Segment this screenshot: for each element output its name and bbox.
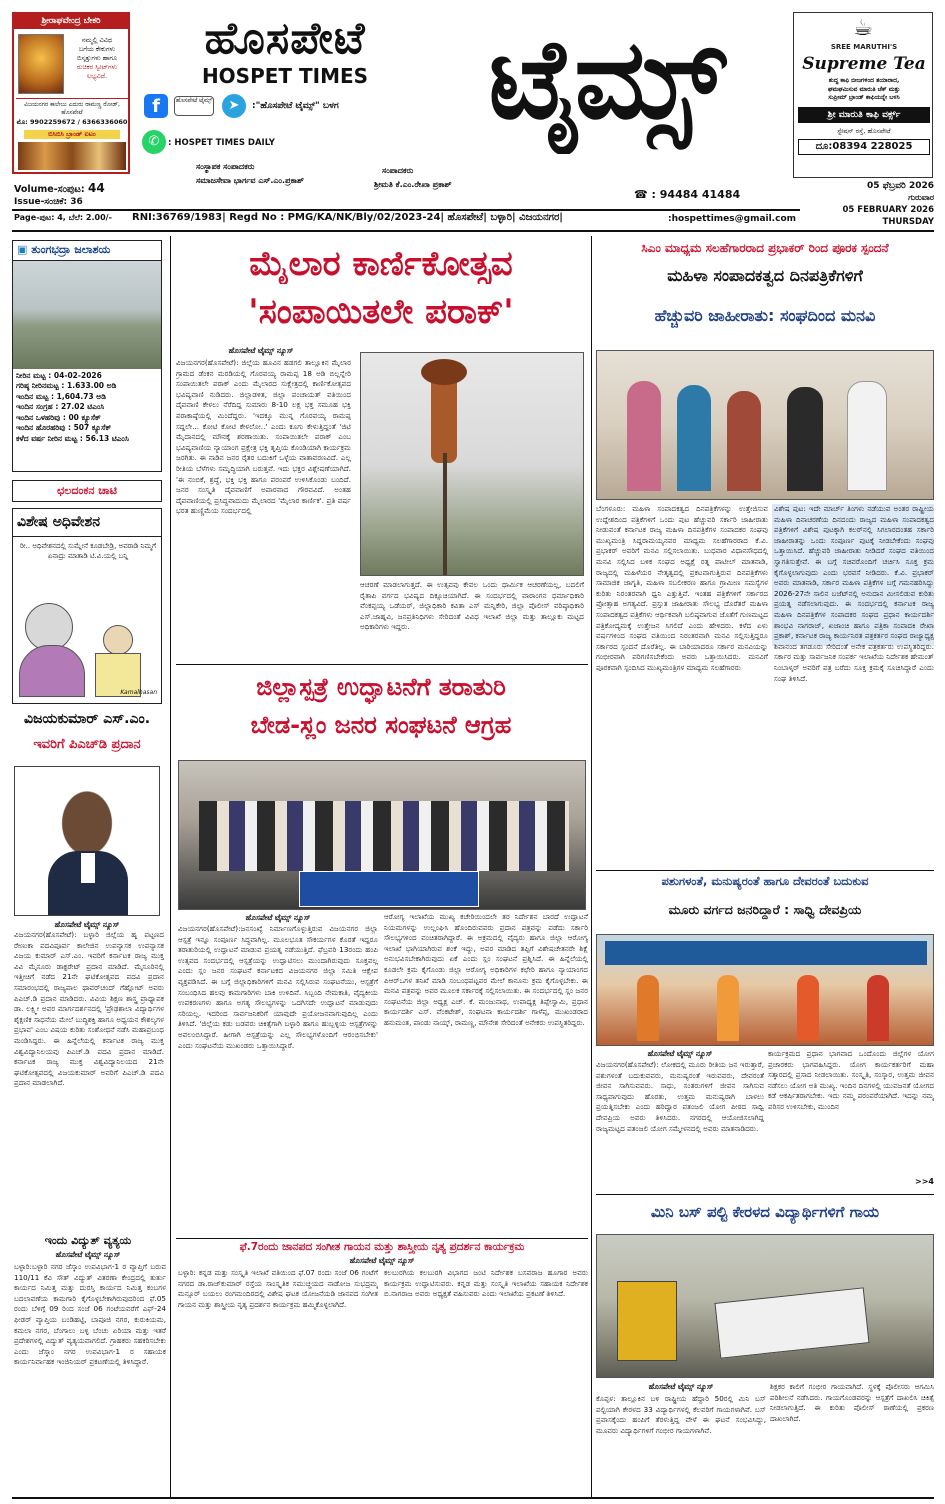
tea-phone: ದೂ:08394 228025 bbox=[798, 139, 930, 155]
issue bbox=[14, 196, 174, 208]
founder-name: ಸಮಾಜಸೇವಾ ಭಾರ್ಗವ ಎಸ್.ಎಂ.ಪ್ರಕಾಶ್ bbox=[196, 176, 304, 185]
title-kn: ಹೊಸಪೇಟೆ bbox=[204, 14, 366, 64]
mylara-body-2: ಆಚರಣೆ ಮಾಡಲಾಗುತ್ತದೆ. ಈ ಉತ್ಸವವು ಕೇವಲ ಒಂದು ಧಾರ್ಮಿಕ ಆಚರಣೆಯಲ್ಲ, ಬದಲಿಗೆ ರೈತಾಪಿ ವರ್ಗದ ಭವಿಷ್ಯದ ದಿಕ್ಸೂಚಿಯಾಗಿದೆ. ಈ ಸಂದರ್ಭದಲ್ಲಿ ವಾರಾಂಗನ ಧರ್ಮಾಧಿಕಾರಿ ವೆಂಕಪ್ಪಯ್ಯ ಒಡೆಯರ್, ಜಿಲ್ಲಾಧಿಕಾರಿ ಕವಿತಾ ಎಸ್ ಮನ್ನಿಕೇರಿ, ಜಿಲ್ಲಾ ಪೊಲೀಸ್ ವರಿಷ್ಠಾಧಿಕಾರಿ ಎಸ್.ಜಾಹ್ನವಿ, ಜನಪ್ರತಿನಿಧಿಗಳು ಸೇರಿದಂತೆ ವಿವಿಧ ಇಲಾಖೆ ಜಿಲ್ಲಾ ಮತ್ತು ತಾಲ್ಲೂಕು ಮಟ್ಟದ ಅಧಿಕಾರಿಗಳು ಇದ್ದರು. bbox=[360, 580, 584, 632]
tea-cup-icon: ☕ bbox=[853, 16, 873, 41]
deity-photo bbox=[18, 34, 64, 94]
issue-label: Issue-ಸಂಚಿಕೆ: bbox=[14, 197, 68, 207]
dam-row: ನೀರಿನ ಮಟ್ಟ : 04-02-2026 bbox=[16, 370, 102, 380]
tea-brand: SREE MARUTHI'S bbox=[830, 43, 898, 51]
dam-row: ಗರಿಷ್ಠ ನೀರಿನಮಟ್ಟ : 1.633.00 ಅಡಿ bbox=[16, 381, 117, 391]
dam-key: ಕಳೆದ ವರ್ಷ ನೀರಿನ ಮಟ್ಟ bbox=[16, 433, 78, 443]
mid-rule-1 bbox=[176, 664, 588, 665]
hospital-title-2: ಬೇಡ-ಸ್ಲಂ ಜನರ ಸಂಘಟನೆ ಆಗ್ರಹ bbox=[250, 711, 512, 739]
volume-value: 44 bbox=[87, 181, 105, 195]
music-byline: ಹೊಸಪೇಟೆ ಟೈಮ್ಸ್ ನ್ಯೂಸ್ bbox=[349, 1256, 415, 1265]
dam-table bbox=[13, 369, 161, 447]
volume bbox=[14, 180, 174, 197]
devapriya-more[interactable]: >>4 bbox=[915, 1177, 934, 1186]
issue-value: 36 bbox=[70, 197, 83, 207]
tea-line: ಶುದ್ಧ ಕಾಫಿ ಬೀಜಗಳಿಂದ ತಯಾರಾದ, bbox=[828, 77, 900, 84]
dam-value: 507 ಕ್ಯೂಸೆಕ್ bbox=[73, 423, 112, 433]
registration: RNI:36769/1983| Regd No : PMG/KA/NK/Bly/02/2023-24| ಹೊಸಪೇಟೆ| ಬಳ್ಳಾರಿ| ವಿಜಯನಗರ| bbox=[132, 212, 563, 223]
bakery-ad-lines bbox=[66, 36, 128, 81]
dam-row: ಇಂದಿನ ಮಟ್ಟ : 1,604.73 ಅಡಿ bbox=[16, 391, 106, 401]
mahila-body-2: ವಿಶೇಷ ಪುಟ: ಇದೇ ಮಾರ್ಚ್ ತಿಂಗಳು ನಡೆಯುವ ಅಂತರ ರಾಷ್ಟ್ರೀಯ ಮಹಿಳಾ ದಿನಾಚರಣೆಯ ದಿನದಂದು ರಾಜ್ಯದ ಮಹಿಳಾ ಸಂಪಾದಕತ್ವದ ಪತ್ರಿಕೆಗಳಿಗೆ ವಿಶೇಷ ಪುಟಕ್ಕಾಗಿ ಕಲರ್‌ನಲ್ಲಿ ಸಿಗಲಾರದಂತಹ ಸರ್ಕಾರಿ ಜಾಹೀರಾತನ್ನು ಒಂದು ಸಂಪೂರ್ಣ ಪುಟಕ್ಕೆ ನೀಡಬೇಕೆಂದು ಸಂಘವು ಒತ್ತಾಯಿಸಿದೆ. ಹೆಚ್ಚುವರಿ ಜಾಹೀರಾತು ನೀಡಿದರೆ ಸಂಘದ ವತಿಯಿಂದ ಸ್ವಾಗತಿಸುತ್ತೇವೆ. ಈ ಬಗ್ಗೆ ಸಚಿವರೊಂದಿಗೆ ಚರ್ಚಿಸಿ ಸೂಕ್ತ ಕ್ರಮ ಕೈಗೊಳ್ಳಲಾಗುವುದು ಎಂದು ಭರವಸೆ ನೀಡಿದರು. ಕೆ.ವಿ. ಪ್ರಭಾಕರ್ ಅವರು ಮಾತನಾಡಿ, ಸರ್ಕಾರ ಮಹಿಳಾ ಪತ್ರಿಕೆಗಳ ಬಗ್ಗೆ ಗಮನಹರಿಸಿದ್ದು 2026-27ನೇ ಸಾಲಿನ ಬಜೆಟ್‌ನಲ್ಲಿ ಅನುದಾನ ಮೀಸಲಿಡುವ ಕುರಿತು ಪ್ರಯತ್ನ ನಡೆಸಲಾಗುವುದು. ಈ ಸಂದರ್ಭದಲ್ಲಿ ಕರ್ನಾಟಕ ರಾಜ್ಯ ಮಹಿಳಾ ದಿನಪತ್ರಿಕೆಗಳ ಸಂಪಾದಕರ ಸಂಘದ ಪ್ರಧಾನ ಕಾರ್ಯದರ್ಶಿ ಶಾಂಭವಿ ನಾಗರಾಜ್, ಖಜಾಂಚಿ ಹಾಗೂ ಪತ್ರಿಕಾ ಸಂಪಾದಕಿ ರೇಖಾ ಪ್ರಕಾಶ್, ಕರ್ನಾಟಕ ರಾಜ್ಯ ಕಾರ್ಯನಿರತ ಪತ್ರಕರ್ತರ ಸಂಘದ ರಾಜ್ಯಾಧ್ಯಕ್ಷ ಶಿವಾನಂದ ತಗಡೂರು ಸೇರಿದಂತೆ ಅನೇಕ ಪತ್ರಕರ್ತರು ಉಪಸ್ಥಿತರಿದ್ದರು. ಸರ್ಕಾರ ಮತ್ತು ಸಾರ್ವಜನಿಕ ಸಂಪರ್ಕ ಇಲಾಖೆಯ ನಿರ್ದೇಶಕ ಹೇಮಂತ್ ನಿಂಬಾಳ್ಕರ್ ಅವರಿಗೆ ಪತ್ರ ಬರೆದು ಸೂಕ್ತ ಕ್ರಮಕ್ಕೆ ಸೂಚಿಸಿದ್ದಾರೆ ಎಂದು ಸಂಘ ತಿಳಿಸಿದೆ. bbox=[774, 504, 934, 683]
music-body-2: ಕಲಬುರಗಿಯ ಕಲಬುರಗಿ ವಿಭಾಗದ ಜಂಟಿ ನಿರ್ದೇಶಕ ಬಸವರಾಜ ಹೂಗಾರ ಅವರು ಕಾರ್ಯಕ್ರಮ ಉದ್ಘಾಟಿಸುವರು. ಕನ್ನಡ ಮತ್ತು ಸಂಸ್ಕೃತಿ ಇಲಾಖೆಯ ಸಹಾಯಕ ನಿರ್ದೇಶಕ ಬಿ.ನಾಗರಾಜ ಅವರು ಅಧ್ಯಕ್ಷತೆ ವಹಿಸುವರು ಎಂದು ಇಲಾಖೆಯ ಪ್ರಕಟಣೆ ತಿಳಿಸಿದೆ. bbox=[384, 1268, 588, 1299]
ad-line: ರುಚಿಕರ ಸ್ವೀಟ್‌ಗಳು ಲಭ್ಯವಿದೆ. bbox=[76, 63, 118, 80]
minibus-byline: ಹೊಸಪೇಟೆ ಟೈಮ್ಸ್ ನ್ಯೂಸ್ bbox=[648, 1382, 714, 1391]
mahila-body-1: ಬೆಂಗಳೂರು: ಮಹಿಳಾ ಸಂಪಾದಕತ್ವದ ದಿನಪತ್ರಿಕೆಗಳನ್ನು ಉತ್ತೇಜಿಸುವ ಉದ್ದೇಶದಿಂದ ಪತ್ರಿಕೆಗಳಿಗೆ ಒಂದು ಪುಟ ಹೆಚ್ಚುವರಿ ಸರ್ಕಾರಿ ಜಾಹೀರಾತು ನೀಡುವಂತೆ ಕರ್ನಾಟಕ ರಾಜ್ಯ ಮಹಿಳಾ ದಿನಪತ್ರಿಕೆಗಳ ಸಂಪಾದಕರ ಸಂಘವು ಮುಖ್ಯಮಂತ್ರಿ ಸಿದ್ದರಾಮಯ್ಯನವರ ಮಾಧ್ಯಮ ಸಲಹೆಗಾರರಾದ ಕೆ.ವಿ. ಪ್ರಭಾಕರ್ ಅವರಿಗೆ ಮನವಿ ಸಲ್ಲಿಸಲಾಯಿತು. ಬುಧವಾರ ವಿಧಾನಸೌಧದಲ್ಲಿ ಮನವಿ ಸಲ್ಲಿಸಿದ ಬಳಿಕ ಸಂಘದ ಅಧ್ಯಕ್ಷೆ ರತ್ನ ಪಾಟೀಲ್ ಮಾತನಾಡಿ, ರಾಜ್ಯದಲ್ಲಿ ಮಹಿಳೆಯರ ನೇತೃತ್ವದಲ್ಲಿ ಪ್ರಕಟವಾಗುತ್ತಿರುವ ದಿನಪತ್ರಿಕೆಗಳು ಸಾಮಾಜಿಕ ಜಾಗೃತಿ, ಮಹಿಳಾ ಸಬಲೀಕರಣ ಹಾಗೂ ಗ್ರಾಮೀಣ ಸಮಸ್ಯೆಗಳ ಕುರಿತು ನಿರಂತರವಾಗಿ ಧ್ವನಿ ಎತ್ತುತ್ತಿವೆ. ಇಂತಹ ಪತ್ರಿಕೆಗಳಿಗೆ ಸರ್ಕಾರದ ಪ್ರೋತ್ಸಾಹ ಅಗತ್ಯವಿದೆ. ಪ್ರಸ್ತುತ ಜಾಹೀರಾತು ಸೌಲಭ್ಯ ದೊರೆತರೆ ಮಹಿಳಾ ಸಂಪಾದಕತ್ವದ ಪತ್ರಿಕೆಗಳು ಆರ್ಥಿಕವಾಗಿ ಬಲಿಷ್ಠವಾಗುವ ಜೊತೆಗೆ ಗುಣಮಟ್ಟದ ಪತ್ರಿಕೋದ್ಯಮಕ್ಕೆ ಉತ್ತೇಜನ ಸಿಗಲಿದೆ ಎಂದು ಹೇಳಿದರು. ಕಳೆದ ಏಳು ವರ್ಷಗಳಿಂದ ಸಂಘದ ವತಿಯಿಂದ ನಿರಂತರವಾಗಿ ಮನವಿ ಸಲ್ಲಿಸುತ್ತಿದ್ದರೂ ಸರ್ಕಾರದ ಸ್ಪಂದನೆ ದೊರೆತಿಲ್ಲ. ಈ ಬಾರಿಯಾದರೂ ಸರ್ಕಾರ ಮನವಿಯನ್ನು ಗಂಭೀರವಾಗಿ ಪರಿಗಣಿಸಬೇಕೆಂದು ಅವರು ಒತ್ತಾಯಿಸಿದರು. ಮನವಿಗೆ ಪೂರಕವಾಗಿ ಸ್ಪಂದಿಸಿದ ಮುಖ್ಯಮಂತ್ರಿಗಳ ಮಾಧ್ಯಮ ಸಲಹೆಗಾರರು bbox=[596, 504, 768, 672]
dam-key: ಗರಿಷ್ಠ ನೀರಿನಮಟ್ಟ bbox=[16, 381, 59, 391]
tea-line: ಸುಪ್ರೀಮ್ ಬ್ರಾಂಡ್ ಕಾಫಿಯನ್ನೇ ಬಳಸಿ bbox=[828, 94, 900, 101]
dam-row: ಇಂದಿನ ಹೊರಹರಿವು : 507 ಕ್ಯೂಸೆಕ್ bbox=[16, 423, 112, 433]
music-body-1: ಬಳ್ಳಾರಿ: ಕನ್ನಡ ಮತ್ತು ಸಂಸ್ಕೃತಿ ಇಲಾಖೆ ವತಿಯಿಂದ ಫೆ.07 ರಂದು ಸಂಜೆ 06 ಗಂಟೆಗೆ ನಗರದ ಡಾ.ರಾಜ್‌ಕುಮಾರ್ ರಸ್ತೆಯ ಸಾಂಸ್ಕೃತಿಕ ಸಮುಚ್ಚಯದ ನಾಡೋಜ ಸುಭದ್ರಮ್ಮ ಮನ್ಸೂರ್ ಬಯಲು ರಂಗಮಂದಿರದಲ್ಲಿ ವಿಶೇಷ ಘಟಕ ಯೋಜನೆಯಡಿ ಜಾನಪದ ಸಂಗೀತ ಗಾಯನ ಮತ್ತು ಶಾಸ್ತ್ರೀಯ ನೃತ್ಯ ಪ್ರದರ್ಶನ ಕಾರ್ಯಕ್ರಮ ಹಮ್ಮಿಕೊಳ್ಳಲಾಗಿದೆ. bbox=[178, 1268, 378, 1309]
editor-name: ಶ್ರೀಮತಿ ಕೆ.ಎಂ.ರೇಖಾ ಪ್ರಕಾಶ್ bbox=[374, 180, 452, 189]
cake-photo bbox=[18, 142, 126, 170]
mid-rule-2 bbox=[176, 1238, 588, 1239]
volume-label: Volume-ಸಂಪುಟ: bbox=[14, 184, 85, 195]
day-en: THURSDAY bbox=[882, 217, 934, 227]
ad-line: ಬಿಸ್ಕತ್ತುಗಳು ಹಾಗೂ bbox=[76, 54, 118, 62]
dam-value: 27.02 ಟಿಎಂಸಿ bbox=[60, 402, 105, 412]
tea-ad bbox=[793, 12, 933, 178]
mahila-photo bbox=[596, 350, 934, 500]
devapriya-body-2: ಕಾರ್ಯಕ್ರಮದ ಪ್ರಧಾನ ಭಾಗವಾದ ಒಂದೊಂದು ಜಿಲ್ಲೆಗಳ ಯೋಗ ಪ್ರಚಾರಕರು ಭಾಗವಹಿಸಿದ್ದರು. ಯೋಗ ಕಾರ್ಯಕರ್ತರಿಗೆ ಮಹಾ ಸತ್ಕಾರದಲ್ಲಿ ಪ್ರಸಾದ ನೀಡಲಾಯಿತು. ಸಂಸ್ಕೃತಿ, ಸಂಸ್ಕಾರ, ಉತ್ತಮ ಜೀವನ ನಡೆಸಲು ಯೋಗ ಅತಿ ಮುಖ್ಯ. ಇಂದಿನ ದಿನಗಳಲ್ಲಿ ಯುವಜನತೆ ಯೋಗದ ಕಡೆ ಆಕರ್ಷಿತರಾಗಬೇಕು. ಇದು ನಮ್ಮ ಪರಂಪರೆಯಾಗಿದೆ. ಇದನ್ನು ನಮ್ಮ ಪರಿಸರ ಉಳಿಸಬೇಕು, ಮುಂದಿನ bbox=[768, 1049, 934, 1111]
phd-byline: ಹೊಸಪೇಟೆ ಟೈಮ್ಸ್ ನ್ಯೂಸ್ bbox=[54, 920, 120, 929]
mahila-title-1: ಮಹಿಳಾ ಸಂಪಾದಕತ್ವದ ದಿನಪತ್ರಿಕೆಗಳಿಗೆ bbox=[667, 266, 863, 285]
facebook-icon[interactable]: f bbox=[144, 94, 168, 118]
email: :hospettimes@gmail.com bbox=[668, 214, 796, 224]
info-rule bbox=[12, 230, 934, 232]
minibus-photo bbox=[596, 1234, 934, 1378]
phd-title-1: ವಿಜಯಕುಮಾರ್ ಎಸ್.ಎಂ. bbox=[23, 711, 151, 727]
mylara-title-2: 'ಸಂಪಾಯಿತಲೇ ಪರಾಕ್' bbox=[248, 292, 514, 332]
date-en: 05 FEBRUARY 2026 bbox=[842, 205, 934, 215]
cartoon-title: ಛಲದಂಕನ ಚಾಟಿ bbox=[12, 480, 162, 502]
hospital-photo bbox=[178, 760, 586, 910]
power-body: ಬಳ್ಳಾರಿ:ಬಳ್ಳಾರಿ ನಗರ ಜೆಸ್ಕಾಂ ಉಪವಿಭಾಗ-1 ರ ವ್ಯಾಪ್ತಿಗೆ ಬರುವ 110/11 ಕೆವಿ ಸೌತ್ ವಿದ್ಯುತ್ ವಿತರಣಾ ಕೇಂದ್ರದಲ್ಲಿ ತುರ್ತು ಕಾರ್ಯದ ನಿಮಿತ್ತ ಮತ್ತು ದುರಸ್ತಿ ಕಾರ್ಯದ ನಿಮಿತ್ತ ಕಂಬಗಳ ಬದಲಾವಣೆಯ ಕಾಮಗಾರಿ ಕೈಗೊಳ್ಳಬೇಕಾಗಿರುವುದರಿಂದ ಫೆ.05 ರಂದು ಬೆಳಿಗ್ಗೆ 09 ರಿಂದ ಸಂಜೆ 06 ಗಂಟೆಯವರೆಗೆ ಎಫ್-24 ಫೀಡರ್ ವ್ಯಾಪ್ತಿಯ ಬಂಡಿಹಟ್ಟಿ, ಬಾಪೂಜಿ ನಗರ, ಕುರುಕಿಯಮ, ಕಮಲಾ ನಗರ, ಬೆಂಗಾಲು ಬಳ್ಳಿ ಬೆಂಚು ಏರಿಯಾ ಮತ್ತು ಇತರೆ ಪ್ರದೇಶಗಳಲ್ಲಿ ವಿದ್ಯುತ್ ವ್ಯತ್ಯಯವಾಗಲಿದೆ. ಗ್ರಾಹಕರು ಸಹಕರಿಸಬೇಕು ಎಂದು ಜೆಸ್ಕಾಂ ನಗರ ಉಪವಿಭಾಗ-1 ರ ಸಹಾಯಕ ಕಾರ್ಯನಿರ್ವಾಹಕ ಇಂಜಿನಿಯರ್ ಪ್ರಕಟಣೆಯಲ್ಲಿ ತಿಳಿಸಿದ್ದಾರೆ. bbox=[14, 1262, 166, 1367]
mahila-title-2: ಹೆಚ್ಚುವರಿ ಜಾಹೀರಾತು: ಸಂಘದಿಂದ ಮನವಿ bbox=[654, 306, 876, 325]
dam-value: 00 ಕ್ಯೂಸೆಕ್ bbox=[68, 412, 101, 422]
mahila-kicker: ಸಿಎಂ ಮಾಧ್ಯಮ ಸಲಹೆಗಾರರಾದ ಪ್ರಭಾಕರ್ ರಿಂದ ಪೂರಕ ಸ್ಪಂದನೆ bbox=[641, 241, 889, 255]
social-label: ಹೊಸಪೇಟೆ ಟೈಮ್ಸ್ bbox=[174, 96, 214, 116]
dam-row: ಕಳೆದ ವರ್ಷ ನೀರಿನ ಮಟ್ಟ : 56.13 ಟಿಎಂಸಿ bbox=[16, 433, 129, 443]
dam-row: ಇಂದಿನ ಒಳಹರಿವು : 00 ಕ್ಯೂಸೆಕ್ bbox=[16, 412, 101, 422]
bottom-rule bbox=[12, 1497, 934, 1499]
founder-label: ಸಂಸ್ಥಾಪಕ ಸಂಪಾದಕರು bbox=[196, 162, 255, 171]
day-kn: ಗುರುವಾರ bbox=[908, 193, 934, 202]
devapriya-body-1: ವಿಜಯನಗರ(ಹೊಸಪೇಟೆ): ಲೋಕದಲ್ಲಿ ಮೂರು ರೀತಿಯ ಜನ ಇರುತ್ತಾರೆ, ಪಶುಗಳಂತೆ ಬದುಕುವವರು, ಮನುಷ್ಯರಂತೆ ಇರುವವರು, ದೇವರಂತೆ ಜೀವನ ಸಾಗಿಸುವವರು. ಸಾಧು, ಸಂತರುಗಳಿಗೆ ಜೀವನ ಸಾಗಿಸುವ ಸಾಧ್ಯವಾಗುವುದು ಹೊರತು, ಉತ್ತಮ ಮನುಷ್ಯರಾಗಿ ಬಾಳಲು ಪ್ರಯತ್ನಿಸಬೇಕು ಎಂದು ಹರಿದ್ವಾರ ಪತಂಜಲಿ ಯೋಗ ಪೀಠದ ಸಾಧ್ವಿ ದೇವಪ್ರಿಯ ಅವರು ತಿಳಿಸಿದರು. ನಗರದಲ್ಲಿ ಆಯೋಜಿಸಲಾಗಿದ್ದ ರಾಜ್ಯಮಟ್ಟದ ಪತಂಜಲಿ ಯೋಗ ಸಮ್ಮೇಳನದಲ್ಲಿ ಅವರು ಮಾತನಾಡಿದರು. bbox=[596, 1060, 764, 1133]
ad-line: ಬಗೆಯ ಕೇಕುಗಳು bbox=[78, 45, 116, 53]
cartoon-text: ರೀ.. ಅಧಿವೇಶನದಲ್ಲಿ ಸುಮ್ನೇನೆ ಕೂಡಬೇಡ್ರಿ, ಅವರಾಡಿ ನಿಮ್ಮಗೆ ಏನಾದ್ರು ಮಾತಾಡಿ ಟಿ.ವಿ.ಯಲ್ಲಿ ಬನ್ನಿ bbox=[19, 542, 157, 560]
dam-key: ಇಂದಿನ ಸಂಗ್ರಹ bbox=[16, 402, 53, 412]
cartoon-box bbox=[12, 508, 162, 704]
devapriya-title-2: ಮೂರು ವರ್ಗದ ಜನರಿದ್ದಾರೆ : ಸಾಧ್ವಿ ದೇವಪ್ರಿಯ bbox=[668, 902, 862, 917]
tea-company: ಶ್ರೀ ಮಾರುತಿ ಕಾಫಿ ವರ್ಕ್ಸ್ bbox=[798, 107, 930, 123]
whatsapp-label: : HOSPET TIMES DAILY bbox=[168, 138, 275, 148]
devapriya-title-1: ಪಶುಗಳಂತೆ, ಮನುಷ್ಯರಂತೆ ಹಾಗೂ ದೇವರಂತೆ ಬದುಕುವ bbox=[661, 874, 869, 888]
music-title: ಫೆ.7ರಂದು ಜಾನಪದ ಸಂಗೀತ ಗಾಯನ ಮತ್ತು ಶಾಸ್ತ್ರೀಯ ನೃತ್ಯ ಪ್ರದರ್ಶನ ಕಾರ್ಯಕ್ರಮ bbox=[239, 1241, 525, 1253]
bakery-ad-phone: ಮೊ: 9902259672 / 6366336060 bbox=[16, 118, 128, 126]
dam-value: 04-02-2026 bbox=[53, 370, 102, 380]
col-divider-2 bbox=[591, 236, 592, 1498]
dam-value: 1.633.00 ಅಡಿ bbox=[67, 381, 117, 391]
mylara-body-1: ವಿಜಯನಗರ(ಹೊಸಪೇಟೆ): ಜಿಲ್ಲೆಯ ಹೂವಿನ ಹಡಗಲಿ ತಾಲ್ಲೂಕಿನ ಮೈಲಾರ ಗ್ರಾಮದ ಡೆಂಕನ ಮರಡಿಯಲ್ಲಿ ಗೊರವಯ್ಯ ರಾಮಪ್ಪ 18 ಅಡಿ ಬಿಲ್ಲನ್ನೇರಿ ಸಂಪಾಯಿತಲೇ ಪರಾಕ್ ಎಂದು ಮೈಲಾರದ ಸುಕ್ಷೇತ್ರದಲ್ಲಿ ಕಾರ್ಣಿಕೋತ್ಸವದ ಭವಿಷ್ಯವಾಣಿ ನುಡಿದರು. ಜಿಲ್ಲಾಡಳಿತ, ಜಿಲ್ಲಾ ಪಂಚಾಯತ್ ವತಿಯಿಂದ ದೈವವಾಣಿ ಕೇಳಲು ನೆರೆದಿದ್ದ ಸುಮಾರು 8-10 ಲಕ್ಷ ಭಕ್ತ ಸಮೂಹ ಭಕ್ತಿ ಪರಾಕಾಷ್ಠೆಯಲ್ಲಿ ಮಿಂದೆದ್ದರು. 'ಇದಕ್ಕೂ ಮುನ್ನ ಗೊರವಯ್ಯ ರಾಮಪ್ಪ ಸದ್ದಲೇ... ಕೋಟಿ ಕೋಟಿ ಕೇಳಲೋ..' ಎಂದು ಕೂಗು ಕೇಳುತ್ತಿದ್ದಂತೆ 'ಜಿಟಿ ಮೈದಾನದಲ್ಲಿ ಮೌನಕ್ಕೆ ಶರಣಾಯಿತು. ಸಂಪಾಯಿತಲೇ ಪರಾಕ್ ಎಂಬ ಭವಿಷ್ಯವಾಣಿಯ ನ್ಯಾಯಾಂಗ ಪ್ರಕ್ಷೇತ್ರ ಭಕ್ತಿ ತೃಪ್ತಿಯ ಕೊಂಡಿಯಾಗಿ ಕಾರ್ಯಕ್ರಮ ಜರಗಿತು. ಈ ನಾಡಿನ ಜನರ ರೈತರ ಬದುಕಿಗೆ ಒಳ್ಳೆಯ ವಾತಾವರಣವಿದೆ. ಎಲ್ಲ ರೀತಿಯ ಬೆಳೆಗಳು ಸಮೃದ್ಧಿಯಾಗಿ ಬರುತ್ತವೆ. ಇದು ಭಕ್ತರ ವಿಶ್ಲೇಷಣೆಯಾಗಿದೆ. 'ಈ ನಂಬಿಕೆ, ಶ್ರದ್ಧೆ, ಭಕ್ತಿ ಭಕ್ತಿ ಹಾಗೂ ಪರಂಪರೆ ಉಳಿಸಿಕೊಂಡು ಬಂದಿದೆ. ಜನರ ಸಂಸ್ಕೃತಿ ದೈವವಾಣಿಗೆ ಅಪಾರವಾದ ಗೌರವವಿದೆ. ಅಂತಹ ದೈವವಾಣಿಯಲ್ಲಿ ಪ್ರಸಿದ್ಧವಾದುದು ಮೈಲಾರದ 'ಮೈಲಾರ ಕಾರ್ಣಿಕ'. ಪ್ರತಿ ವರ್ಷ ಭರತ ಹುಣ್ಣಿಮೆಯ ಸಂದರ್ಭದಲ್ಲಿ bbox=[176, 358, 351, 516]
dam-title-text: ತುಂಗಭದ್ರಾ ಜಲಾಶಯ bbox=[31, 243, 111, 256]
dam-key: ನೀರಿನ ಮಟ್ಟ bbox=[16, 370, 46, 380]
meta: Page-ಪುಟ: 4, ಬೆಲೆ: 2.00/- bbox=[14, 213, 112, 222]
ad-line: ನಮ್ಮಲ್ಲಿ ವಿವಿಧ bbox=[81, 36, 113, 44]
bakery-ad-title: ಶ್ರೀರಾಘವೇಂದ್ರ ಬೇಕರಿ bbox=[14, 14, 128, 29]
title-en: HOSPET TIMES bbox=[201, 64, 369, 88]
dam-value: 56.13 ಟಿಎಂಸಿ bbox=[85, 433, 129, 443]
hospital-byline: ಹೊಸಪೇಟೆ ಟೈಮ್ಸ್ ನ್ಯೂಸ್ bbox=[245, 913, 311, 922]
bakery-ad-tag: ಬಿಸಿಬಿಸಿ ಬ್ರಾಂಡ್ ಐಟಂ bbox=[24, 130, 120, 139]
cartoon-drawing bbox=[19, 595, 157, 697]
bakery-ad-address: ವಿಜಯನಗರ ಕಾಲೇಜು ಎದುರು ರಾಮಣ್ಣ ರೋಡ್, ಹೊಸಪೇಟೆ bbox=[16, 98, 128, 117]
hospital-body-2: ಆರೋಗ್ಯ ಇಲಾಖೆಯ ಮುಖ್ಯ ಕಚೇರಿಯಿಂದಲೇ ತರ ನಿರ್ದೇಶನ ಬಾರದೆ ಉದ್ಘಾಟನೆ ನಿಯಮಗಳನ್ನು ಉಲ್ಲಂಘಿಸಿ ಹೊಂದಿರುವವರು ಪ್ರದಾನ ಪತ್ರವನ್ನು ಪಡೆದು ಸರ್ಕಾರಿ ಸೌಲಭ್ಯಗಳಿಂದ ವಂಚಿತರಾಗಿದ್ದಾರೆ. ಈ ಅಕ್ರಮದಲ್ಲಿ ವೈದ್ಯರು ಹಾಗೂ ಜಿಲ್ಲಾ ಆರೋಗ್ಯ ಇಲಾಖೆ ಭಾಗಿಯಾಗಿರುವ ಶಂಕೆ ಇದ್ದು, ಅವರ ಮಾಡಿದ ತಪ್ಪಿಗೆ ವಿಶೇಷಚೇತನರೇ ಶಿಕ್ಷೆ ಅನುಭವಿಸಬೇಕಾಗಿರುವುದು ಏಕೆ ಎಂದು ಸ್ಲಂ ಸಂಘಟನೆ ಪ್ರಶ್ನಿಸಿದೆ. ಈ ಹಿನ್ನೆಲೆಯಲ್ಲಿ ಕೂಡಲೇ ಕ್ರಮ ಕೈಗೊಂಡು ಜಿಲ್ಲಾ ಆರೋಗ್ಯ ಅಧಿಕಾರಿಗಳ ಕಛೇರಿ ಹಾಗೂ ನ್ಯಾಯಾಂಗದ ಪಿಆರ್‌ಒಗಳ ತನಿಖೆ ಮಾಡಿ ಸಂಬಂಧಪಟ್ಟವರ ಮೇಲೆ ಕಾನೂನು ಕ್ರಮ ಕೈಗೊಳ್ಳಬೇಕು. ಈ ಮನವಿ ಪತ್ರವನ್ನು ಅವರ ಮೂಲಕ ಸರ್ಕಾರಕ್ಕೆ ಸಲ್ಲಿಸಲಾಯಿತು. ಈ ಸಂದರ್ಭದಲ್ಲಿ ಸ್ಲಂ ಜನರ ಸಂಘಟನೆಯ ಜಿಲ್ಲಾ ಅಧ್ಯಕ್ಷ ಎಚ್. ಕೆ. ಮಂಜುನಾಥ, ಉಪಾಧ್ಯಕ್ಷ ತಿಪ್ಪೇಸ್ವಾಮಿ, ಪ್ರಧಾನ ಕಾರ್ಯದರ್ಶಿ ಎಸ್. ವೆಂಕಟೇಶ್, ಸಂಘಟನಾ ಕಾರ್ಯದರ್ಶಿ ಗಾಳೆಪ್ಪ, ಮುಖಂಡರಾದ ಹನುಮಂತ, ಪಾಂಡು ನಾಯ್ಕ್, ರಾಮಣ್ಣ, ಮೌನೇಶ ಸೇರಿದಂತೆ ಅನೇಕರು ಉಪಸ್ಥಿತರಿದ್ದರು. bbox=[384, 912, 588, 1027]
phd-title-2: ಇವರಿಗೆ ಪಿಎಚ್‌ಡಿ ಪ್ರದಾನ bbox=[33, 737, 141, 752]
telegram-icon[interactable]: ➤ bbox=[222, 94, 246, 118]
bakery-ad bbox=[12, 12, 130, 174]
date-kn: 05 ಫೆಬ್ರವರಿ 2026 bbox=[867, 181, 934, 191]
water-icon: ▣ bbox=[17, 243, 28, 256]
cartoon-artist: Kamalhasan bbox=[120, 688, 157, 696]
dam-key: ಇಂದಿನ ಮಟ್ಟ bbox=[16, 391, 49, 401]
dam-title bbox=[13, 241, 161, 261]
hospital-title-1: ಜಿಲ್ಲಾಸ್ಪತ್ರೆ ಉದ್ಘಾಟನೆಗೆ ತರಾತುರಿ bbox=[256, 673, 506, 701]
mylara-byline: ಹೊಸಪೇಟೆ ಟೈಮ್ಸ್ ನ್ಯೂಸ್ bbox=[228, 346, 294, 355]
phd-photo bbox=[14, 766, 160, 916]
cartoon-heading: ವಿಶೇಷ ಅಧಿವೇಶನ bbox=[13, 509, 161, 537]
mylara-title-1: ಮೈಲಾರ ಕಾರ್ಣಿಕೋತ್ಸವ bbox=[249, 244, 513, 284]
tea-name: Supreme Tea bbox=[802, 54, 926, 74]
power-byline: ಹೊಸಪೇಟೆ ಟೈಮ್ಸ್ ನ್ಯೂಸ್ bbox=[55, 1250, 121, 1259]
title-big: ಟೈಮ್ಸ್ bbox=[488, 15, 724, 143]
mylara-photo bbox=[360, 352, 584, 576]
dam-key: ಇಂದಿನ ಒಳಹರಿವು bbox=[16, 412, 61, 422]
col-divider-1 bbox=[170, 236, 171, 1498]
whatsapp-icon[interactable]: ✆ bbox=[142, 130, 166, 154]
right-rule-1 bbox=[596, 870, 934, 871]
tea-line: ಘಮಘಮಿಸುವ ಮಾರುತಿ ಚೆಕ್ ಮತ್ತು bbox=[827, 85, 901, 93]
minibus-body-2: ಶಿಕ್ಷಕರ ಕಾಲಿಗೆ ಗಂಭೀರ ಗಾಯವಾಗಿದೆ. ಸ್ಥಳಕ್ಕೆ ಪೊಲೀಸರು ಆಗಮಿಸಿ ಪರಿಶೀಲನೆ ನಡೆಸಿದರು. ಗಾಯಗೊಂಡವರನ್ನು ಆಸ್ಪತ್ರೆಗೆ ದಾಖಲಿಸಿ ಚಿಕಿತ್ಸೆ ನೀಡಲಾಗುತ್ತಿದೆ. ಈ ಕುರಿತು ಪೊಲೀಸ್ ಠಾಣೆಯಲ್ಲಿ ಪ್ರಕರಣ ದಾಖಲಾಗಿದೆ. bbox=[770, 1382, 934, 1423]
devapriya-byline: ಹೊಸಪೇಟೆ ಟೈಮ್ಸ್ ನ್ಯೂಸ್ bbox=[647, 1049, 713, 1058]
editor-label: ಸಂಪಾದಕರು bbox=[382, 166, 414, 175]
dam-value: 1,604.73 ಅಡಿ bbox=[56, 391, 106, 401]
right-rule-2 bbox=[596, 1194, 934, 1195]
tea-address: ಸ್ಟೇಷನ್ ರಸ್ತೆ, ಹೊಸಪೇಟೆ bbox=[837, 127, 891, 135]
devapriya-photo bbox=[596, 934, 934, 1046]
dam-photo bbox=[13, 261, 161, 369]
phd-body: ವಿಜಯನಗರ(ಹೊಸಪೇಟೆ): ಬಳ್ಳಾರಿ ಜಿಲ್ಲೆಯ ಹೃ ಪಟ್ಟಣದ ರೇಣುಕಾ ಪದವಿಪೂರ್ವ ಕಾಲೇಜಿನ ಉಪನ್ಯಾಸಕ ಉಪನ್ಯಾಸಕ ವಿಜಯ ಕುಮಾರ್ ಎಸ್.ಎಂ. ಇವರಿಗೆ ಕರ್ನಾಟಕ ರಾಜ್ಯ ಮುಕ್ತ ವಿವಿ ಮೈಸೂರು ಡಾಕ್ಟರೇಟ್ ಪ್ರದಾನ ಮಾಡಿದೆ. ಮೈಸೂರಿನಲ್ಲಿ ಇತ್ತೀಚಿಗೆ ನಡೆದ 21ನೇ ಘಟಿಕೋತ್ಸವದ ಪದವಿ ಪ್ರದಾನ ಸಮಾರಂಭದಲ್ಲಿ ರಾಜ್ಯಪಾಲ ಥಾವರ್‌ಚಂದ್ ಗೆಹ್ಲೋಟ್ ಅವರು ಪಿಎಚ್.ಡಿ ಪ್ರದಾನ ಮಾಡಿದರು. ವಿವಿಯ ಶಿಕ್ಷಣ ಶಾಸ್ತ್ರ ಪ್ರಾಧ್ಯಾಪಕ ಡಾ. ಲಕ್ಷ್ಮೀ ಅವರ ಮಾರ್ಗದರ್ಶನದಲ್ಲಿ 'ಪ್ರೌಢಶಾಲಾ ವಿದ್ಯಾರ್ಥಿಗಳ ಶೈಕ್ಷಣಿಕ ಸಾಧನೆಯ ಮೇಲೆ ಬುದ್ಧಿಶಕ್ತಿ ಹಾಗೂ ಅಧ್ಯಯನ ಕೌಶಲ್ಯಗಳ ಪ್ರಭಾವ' ಎಂಬ ವಿಷಯ ಕುರಿತು ಸಂಶೋಧನೆ ನಡೆಸಿ ಮಹಾಪ್ರಬಂಧ ಮಂಡಿಸಿದ್ದರು. ಈ ಹಿನ್ನೆಲೆಯಲ್ಲಿ ಕರ್ನಾಟಕ ರಾಜ್ಯ ಮುಕ್ತ ವಿಶ್ವವಿದ್ಯಾನಿಲಯವು ಪಿಎಚ್.ಡಿ ಪದವಿ ಪ್ರದಾನ ಮಾಡಿದೆ. ಕರ್ನಾಟಕ ರಾಜ್ಯ ಮುಕ್ತ ವಿಶ್ವವಿದ್ಯಾನಿಲಯದ 21ನೇ ಘಟಿಕೋತ್ಸವದಲ್ಲಿ ವಿಜಯಕುಮಾರ್ ಅವರಿಗೆ ಪಿಎಚ್.ಡಿ ಪದವಿ ಪ್ರದಾನ ಮಾಡಲಾಗಿದೆ. bbox=[14, 930, 164, 1088]
dam-row: ಇಂದಿನ ಸಂಗ್ರಹ : 27.02 ಟಿಎಂಸಿ bbox=[16, 402, 105, 412]
dam-key: ಇಂದಿನ ಹೊರಹರಿವು bbox=[16, 423, 66, 433]
minibus-title: ಮಿನಿ ಬಸ್ ಪಲ್ಟಿ ಕೇರಳದ ವಿದ್ಯಾರ್ಥಿಗಳಿಗೆ ಗಾಯ bbox=[650, 1203, 880, 1221]
minibus-body-1: ಕೊಪ್ಪಳ: ತಾಲ್ಲೂಕಿನ ಬಳಿ ರಾಷ್ಟ್ರೀಯ ಹೆದ್ದಾರಿ 50ರಲ್ಲಿ ಮಿನಿ ಬಸ್ ಪಲ್ಟಿಯಾಗಿ ಕೇರಳದ 33 ವಿದ್ಯಾರ್ಥಿಗಳಲ್ಲಿ ಕೆಲವರಿಗೆ ಗಾಯಗಳಾಗಿವೆ. ಬಸ್ ಪ್ರವಾಸಕ್ಕೆಂದು ಹಂಪಿಗೆ ತೆರಳುತ್ತಿದ್ದ ವೇಳೆ ಈ ಘಟನೆ ಸಂಭವಿಸಿದ್ದು, ಮೂವರು ವಿದ್ಯಾರ್ಥಿಗಳಿಗೆ ಗಂಭೀರ ಗಾಯಗಳಾಗಿವೆ. bbox=[596, 1394, 766, 1435]
telegram-label: :"ಹೊಸಪೇಟೆ ಟೈಮ್ಸ್" ಬಳಗ bbox=[252, 101, 339, 111]
hospital-body-1: ವಿಜಯನಗರ(ಹೊಸಪೇಟೆ):ಜನಸಂಖ್ಯೆ ನಿರ್ಮಾಣಗೊಳ್ಳುತ್ತಿರುವ ವಿಜಯನಗರ ಜಿಲ್ಲಾ ಆಸ್ಪತ್ರೆ ಇನ್ನೂ ಸಂಪೂರ್ಣ ಸಿದ್ಧವಾಗಿಲ್ಲ. ಮೂಲಭೂತ ಸೌಕರ್ಯಗಳ ಕೊರತೆ ಇದ್ದರೂ ತರಾತುರಿಯಲ್ಲಿ ಉದ್ಘಾಟನೆ ಮಾಡುವ ಪ್ರಯತ್ನ ನಡೆಯುತ್ತಿದೆ. ಫೆಬ್ರವರಿ 13ರಂದು ಹಂಪಿ ಉತ್ಸವದ ಸಂದರ್ಭದಲ್ಲಿ ಆಸ್ಪತ್ರೆಯನ್ನು ಉದ್ಘಾಟಿಸಲು ಮುಂದಾಗಿರುವುದು ಸೂಕ್ತವಲ್ಲ ಎಂದು ಸ್ಲಂ ಜನರ ಸಂಘಟನೆ ಕರ್ನಾಟಕದ ವಿಜಯನಗರ ಜಿಲ್ಲಾ ಸಮಿತಿ ಆಕ್ಷೇಪ ವ್ಯಕ್ತಪಡಿಸಿದೆ. ಈ ಬಗ್ಗೆ ಜಿಲ್ಲಾಧಿಕಾರಿಗಳಿಗೆ ಮನವಿ ಸಲ್ಲಿಸಿರುವ ಸಂಘಟನೆಯು, ಆಸ್ಪತ್ರೆಗೆ ಸಂಬಂಧಿಸಿದ ಹಲವು ಕಾಮಗಾರಿಗಳು ಬಾಕಿ ಉಳಿದಿವೆ. ಸಿಬ್ಬಂದಿ ನೇಮಕಾತಿ, ವೈದ್ಯಕೀಯ ಉಪಕರಣಗಳು ಹಾಗೂ ಅಗತ್ಯ ಸೌಲಭ್ಯಗಳನ್ನು ಒದಗಿಸದೇ ಉದ್ಘಾಟನೆ ಮಾಡುವುದು ಸರಿಯಲ್ಲ. ಇದರಿಂದ ಸಾರ್ವಜನಿಕರಿಗೆ ಯಾವುದೇ ಪ್ರಯೋಜನವಾಗುವುದಿಲ್ಲ ಎಂದು ತಿಳಿಸಿದೆ. 'ಜಿಲ್ಲೆಯ ಕಡು ಬಡವರು ಚಿಕಿತ್ಸೆಗಾಗಿ ಬಳ್ಳಾರಿ ಹಾಗೂ ಹುಬ್ಬಳ್ಳಿಯ ಆಸ್ಪತ್ರೆಗಳನ್ನು ಅವಲಂಬಿಸಿದ್ದಾರೆ. ಹೀಗಾಗಿ ಆಸ್ಪತ್ರೆಯನ್ನು ಎಲ್ಲ ಸೌಲಭ್ಯಗಳೊಂದಿಗೆ ಆರಂಭಿಸಬೇಕು' ಎಂದು ಸಂಘಟನೆಯ ಮುಖಂಡರು ಒತ್ತಾಯಿಸಿದ್ದಾರೆ. bbox=[178, 924, 378, 1050]
power-title: ಇಂದು ವಿದ್ಯುತ್ ವ್ಯತ್ಯಯ bbox=[44, 1234, 132, 1247]
phone-number: ☎ : 94484 41484 bbox=[634, 188, 741, 201]
dam-box bbox=[12, 240, 162, 472]
